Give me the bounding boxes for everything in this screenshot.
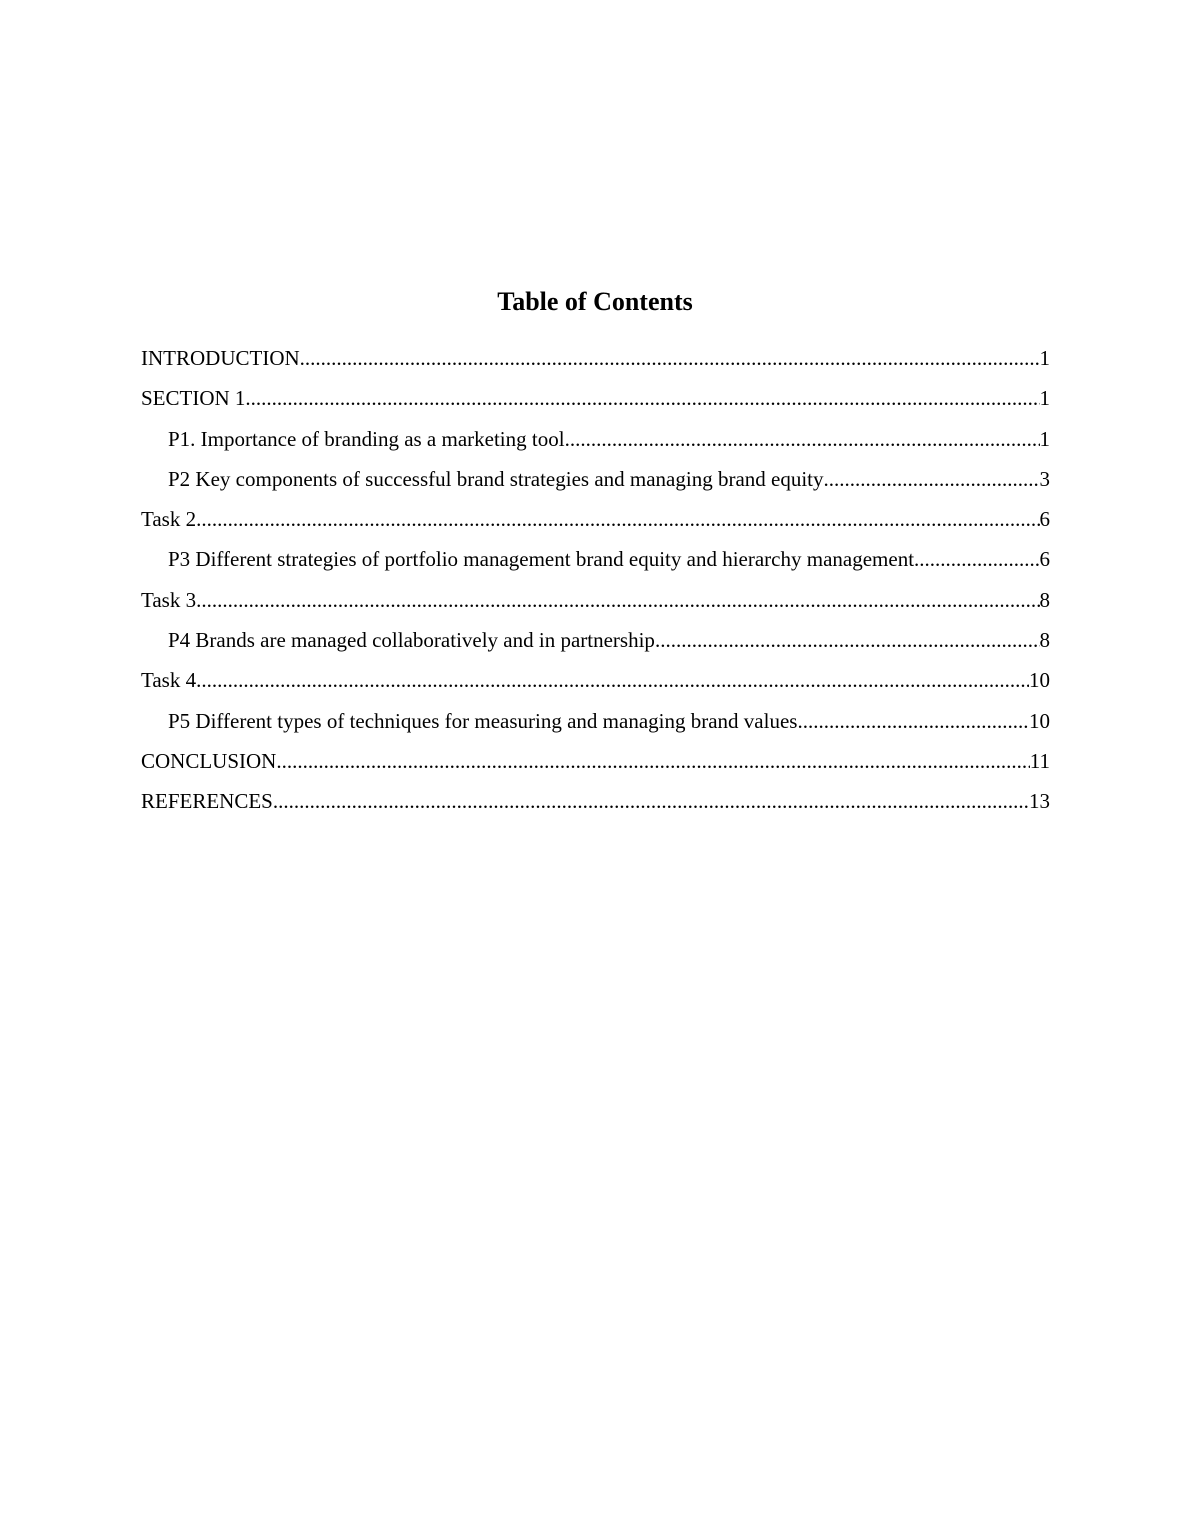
toc-dot-leader [300, 340, 1040, 376]
toc-entry[interactable] [141, 703, 1050, 743]
toc-entry-title[interactable]: SECTION 1 [141, 386, 246, 411]
toc-entry[interactable] [141, 582, 1050, 622]
toc-entry-title[interactable]: P3 Different strategies of portfolio management brand equity and hierarchy management [168, 547, 915, 572]
toc-dot-leader [276, 743, 1029, 779]
table-of-contents [141, 340, 1050, 824]
toc-dot-leader [797, 703, 1029, 739]
toc-dot-leader [196, 582, 1039, 618]
toc-page-number[interactable]: 11 [1029, 748, 1050, 773]
toc-dot-leader [565, 421, 1040, 457]
toc-page-number[interactable]: 10 [1029, 668, 1050, 693]
toc-entry-title[interactable]: P1. Importance of branding as a marketing tool [168, 426, 565, 451]
toc-entry[interactable] [141, 421, 1050, 461]
toc-page-number[interactable]: 3 [1039, 466, 1050, 491]
toc-dot-leader [245, 380, 1039, 416]
toc-entry[interactable] [141, 622, 1050, 662]
toc-dot-leader [196, 501, 1039, 537]
toc-page-number[interactable]: 13 [1029, 789, 1050, 814]
toc-entry-title[interactable]: CONCLUSION [141, 748, 277, 773]
toc-page-number[interactable]: 10 [1029, 708, 1050, 733]
toc-title: Table of Contents [497, 287, 693, 316]
toc-entry-title[interactable]: P2 Key components of successful brand strategies and managing brand equity [168, 466, 824, 491]
toc-page-number[interactable]: 8 [1039, 587, 1050, 612]
toc-entry[interactable] [141, 501, 1050, 541]
toc-dot-leader [273, 783, 1029, 819]
toc-entry-title[interactable]: P5 Different types of techniques for measuring and managing brand values [168, 708, 798, 733]
toc-page-number[interactable]: 6 [1039, 547, 1050, 572]
toc-dot-leader [914, 541, 1039, 577]
toc-entry-title[interactable]: Task 2 [141, 507, 197, 532]
toc-page-number[interactable]: 1 [1039, 426, 1050, 451]
toc-entry[interactable] [141, 783, 1050, 823]
toc-dot-leader [196, 662, 1029, 698]
toc-entry[interactable] [141, 662, 1050, 702]
toc-page-number[interactable]: 8 [1039, 628, 1050, 653]
toc-page-number[interactable]: 1 [1039, 346, 1050, 370]
toc-page-number[interactable]: 6 [1039, 507, 1050, 532]
toc-entry[interactable] [141, 541, 1050, 581]
toc-entry-title[interactable]: Task 4 [141, 668, 197, 693]
toc-dot-leader [655, 622, 1040, 658]
toc-entry-title[interactable]: REFERENCES [141, 789, 273, 814]
toc-entry[interactable] [141, 380, 1050, 420]
toc-entry[interactable] [141, 743, 1050, 783]
toc-entry[interactable] [141, 340, 1050, 380]
toc-entry[interactable] [141, 461, 1050, 501]
toc-dot-leader [824, 461, 1040, 497]
toc-entry-title[interactable]: P4 Brands are managed collaboratively and in partnership [168, 628, 655, 653]
toc-entry-title[interactable]: Task 3 [141, 587, 197, 612]
toc-entry-title[interactable]: INTRODUCTION [141, 346, 300, 370]
toc-page-number[interactable]: 1 [1039, 386, 1050, 411]
